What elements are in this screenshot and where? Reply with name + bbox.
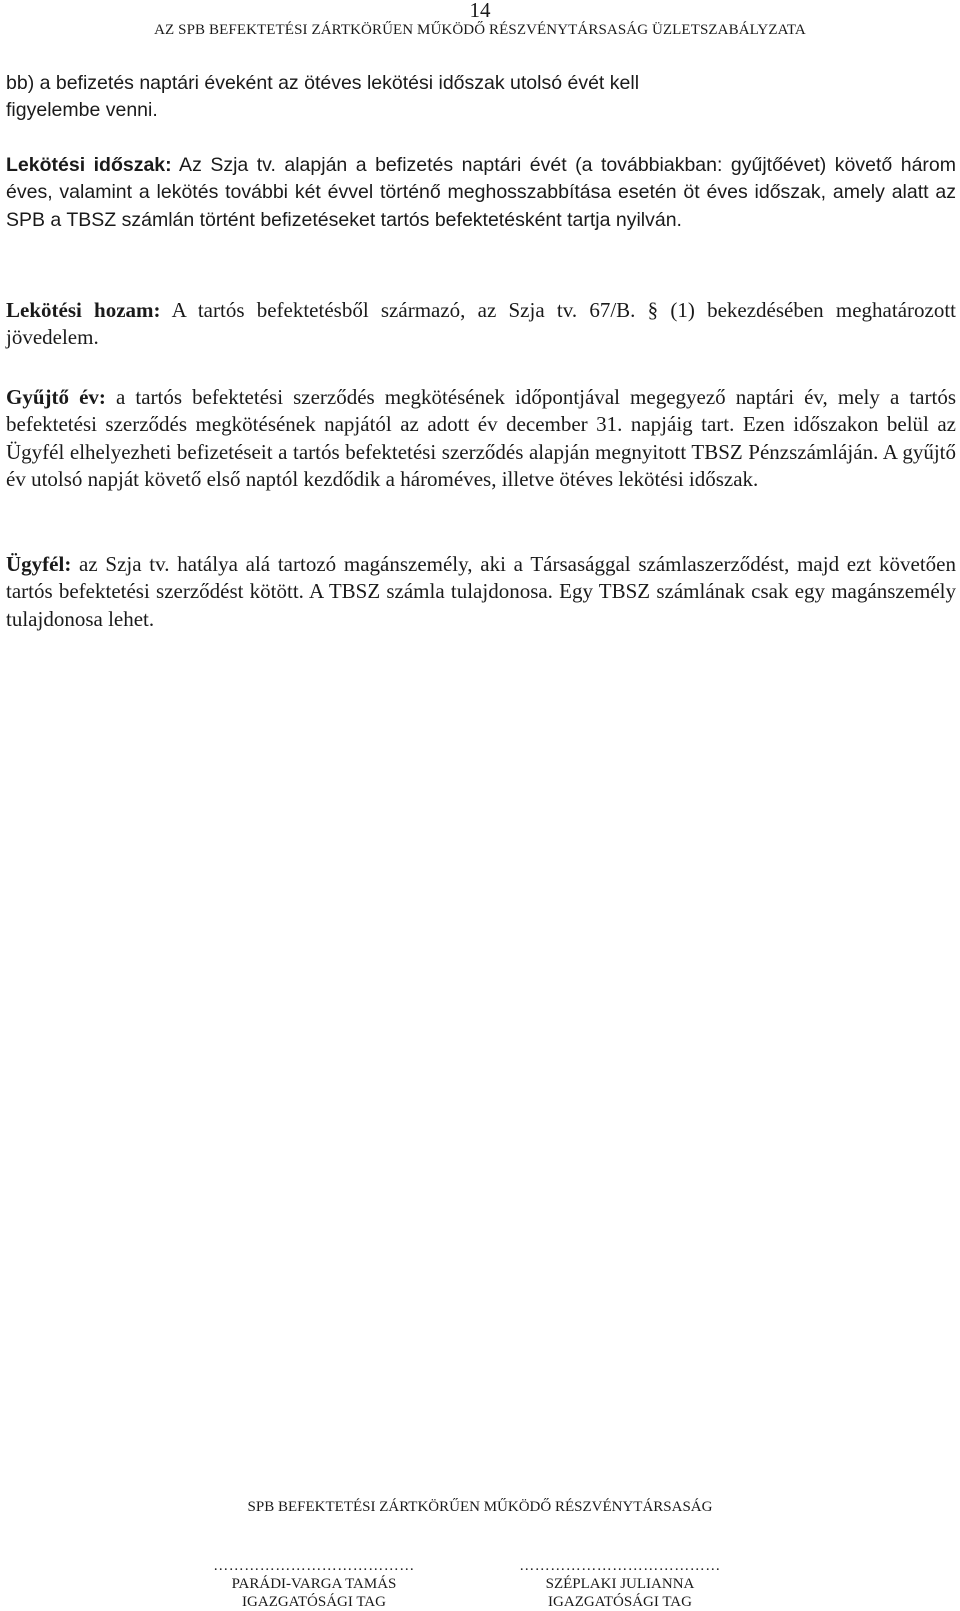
running-header: AZ SPB BEFEKTETÉSI ZÁRTKÖRŰEN MŰKÖDŐ RÉSZVÉNYTÁRSASÁG ÜZLETSZABÁLYZATA (154, 22, 806, 38)
signatory-role: IGAZGATÓSÁGI TAG (548, 1594, 692, 1610)
definition-text: A tartós befektetésből származó, az Szja tv. 67/B. § (1) bekezdésében meghatározott jövedelem. (6, 298, 956, 350)
signature-line: ………………………………… (213, 1558, 415, 1574)
term-lekotesi-idoszak: Lekötési időszak: (6, 154, 172, 176)
definition-lekotesi-idoszak (6, 152, 956, 234)
signatory-name: PARÁDI-VARGA TAMÁS (231, 1576, 397, 1592)
signatory-name: SZÉPLAKI JULIANNA (545, 1576, 695, 1592)
definition-text: Az Szja tv. alapján a befizetés naptári évét (a továbbiakban: gyűjtőévet) követő három éves, valamint a lekötés további két évvel történő meghosszabbítása esetén öt éves időszak, amely alatt az SPB a TBSZ számlán történt befizetéseket tartós befektetésként tartja nyilván. (6, 154, 956, 231)
term-ugyfel: Ügyfél: (6, 552, 72, 576)
definition-ugyfel (6, 551, 956, 633)
paragraph-bb: bb) a befizetés naptári éveként az ötéves lekötési időszak utolsó évét kell figyelembe venni. (6, 72, 640, 122)
definition-gyujto-ev (6, 384, 956, 493)
signature-line: ………………………………… (519, 1558, 721, 1574)
signature-block (164, 1557, 464, 1611)
definition-lekotesi-hozam (6, 297, 956, 352)
signature-block (470, 1557, 770, 1611)
definition-text: az Szja tv. hatálya alá tartozó magánszemély, aki a Társasággal számlaszerződést, majd ezt követően tartós befektetési szerződést kötött. A TBSZ számla tulajdonosa. Egy TBSZ számlának csak egy magánszemély tulajdonosa lehet. (6, 552, 956, 631)
page-number: 14 (469, 0, 491, 22)
term-gyujto-ev: Gyűjtő év: (6, 385, 106, 409)
term-lekotesi-hozam: Lekötési hozam: (6, 298, 161, 322)
definition-text: a tartós befektetési szerződés megkötésének időpontjával megegyező naptári év, mely a tartós befektetési szerződés megkötésének napjától az adott év december 31. napjáig tart. Ezen időszakon belül az Ügyfél elhelyezheti befizetéseit a tartós befektetési szerződés alapján megnyitott TBSZ Pénzszámláján. A gyűjtő év utolsó napját követő első naptól kezdődik a hároméves, illetve ötéves lekötési időszak. (6, 385, 956, 491)
signatory-role: IGAZGATÓSÁGI TAG (242, 1594, 386, 1610)
footer-company: SPB BEFEKTETÉSI ZÁRTKÖRŰEN MŰKÖDŐ RÉSZVÉNYTÁRSASÁG (247, 1499, 713, 1515)
